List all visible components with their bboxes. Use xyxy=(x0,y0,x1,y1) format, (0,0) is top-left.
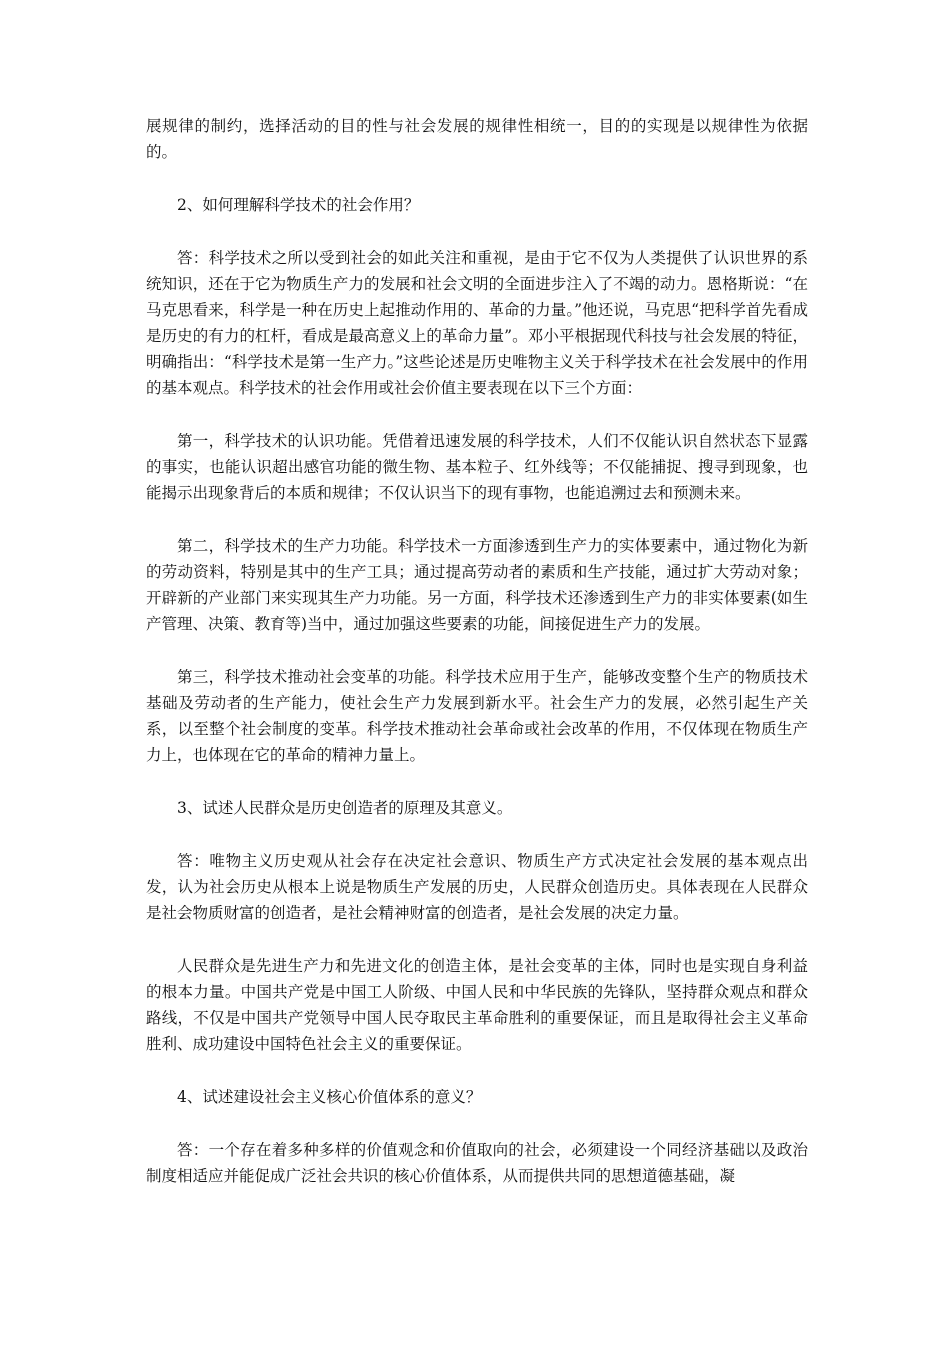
document-page xyxy=(146,113,808,1189)
answer-2-point-1: 第一，科学技术的认识功能。凭借着迅速发展的科学技术，人们不仅能认识自然状态下显露的事实，也能认识超出感官功能的微生物、基本粒子、红外线等；不仅能捕捉、搜寻到现象，也能揭示出现象背后的本质和规律；不仅认识当下的现有事物，也能追溯过去和预测未来。 xyxy=(146,432,808,502)
answer-2-point-3: 第三，科学技术推动社会变革的功能。科学技术应用于生产，能够改变整个生产的物质技术基础及劳动者的生产能力，使社会生产力发展到新水平。社会生产力的发展，必然引起生产关系，以至整个社会制度的变革。科学技术推动社会革命或社会改革的作用，不仅体现在物质生产力上，也体现在它的革命的精神力量上。 xyxy=(146,668,808,764)
answer-2-intro: 答：科学技术之所以受到社会的如此关注和重视，是由于它不仅为人类提供了认识世界的系统知识，还在于它为物质生产力的发展和社会文明的全面进步注入了不竭的动力。恩格斯说：“在马克思看来，科学是一种在历史上起推动作用的、革命的力量。”他还说，马克思“把科学首先看成是历史的有力的杠杆，看成是最高意义上的革命力量”。邓小平根据现代科技与社会发展的特征，明确指出：“科学技术是第一生产力。”这些论述是历史唯物主义关于科学技术在社会发展中的作用的基本观点。科学技术的社会作用或社会价值主要表现在以下三个方面： xyxy=(146,249,808,397)
answer-4-intro: 答：一个存在着多种多样的价值观念和价值取向的社会，必须建设一个同经济基础以及政治制度相适应并能促成广泛社会共识的核心价值体系，从而提供共同的思想道德基础，凝 xyxy=(146,1141,808,1185)
question-4-heading: 4、试述建设社会主义核心价值体系的意义？ xyxy=(177,1088,482,1106)
answer-3-detail: 人民群众是先进生产力和先进文化的创造主体，是社会变革的主体，同时也是实现自身利益的根本力量。中国共产党是中国工人阶级、中国人民和中华民族的先锋队，坚持群众观点和群众路线，不仅是中国共产党领导中国人民夺取民主革命胜利的重要保证，而且是取得社会主义革命胜利、成功建设中国特色社会主义的重要保证。 xyxy=(146,957,808,1053)
answer-3-intro: 答：唯物主义历史观从社会存在决定社会意识、物质生产方式决定社会发展的基本观点出发，认为社会历史从根本上说是物质生产发展的历史，人民群众创造历史。具体表现在人民群众是社会物质财富的创造者，是社会精神财富的创造者，是社会发展的决定力量。 xyxy=(146,852,808,922)
answer-2-point-2: 第二，科学技术的生产力功能。科学技术一方面渗透到生产力的实体要素中，通过物化为新的劳动资料，特别是其中的生产工具；通过提高劳动者的素质和生产技能，通过扩大劳动对象；开辟新的产业部门来实现其生产力功能。另一方面，科学技术还渗透到生产力的非实体要素(如生产管理、决策、教育等)当中，通过加强这些要素的功能，间接促进生产力的发展。 xyxy=(146,537,808,633)
question-2-heading: 2、如何理解科学技术的社会作用？ xyxy=(177,196,420,214)
paragraph-continuation: 展规律的制约，选择活动的目的性与社会发展的规律性相统一，目的的实现是以规律性为依据的。 xyxy=(146,117,808,161)
question-3-heading: 3、试述人民群众是历史创造者的原理及其意义。 xyxy=(177,799,513,817)
